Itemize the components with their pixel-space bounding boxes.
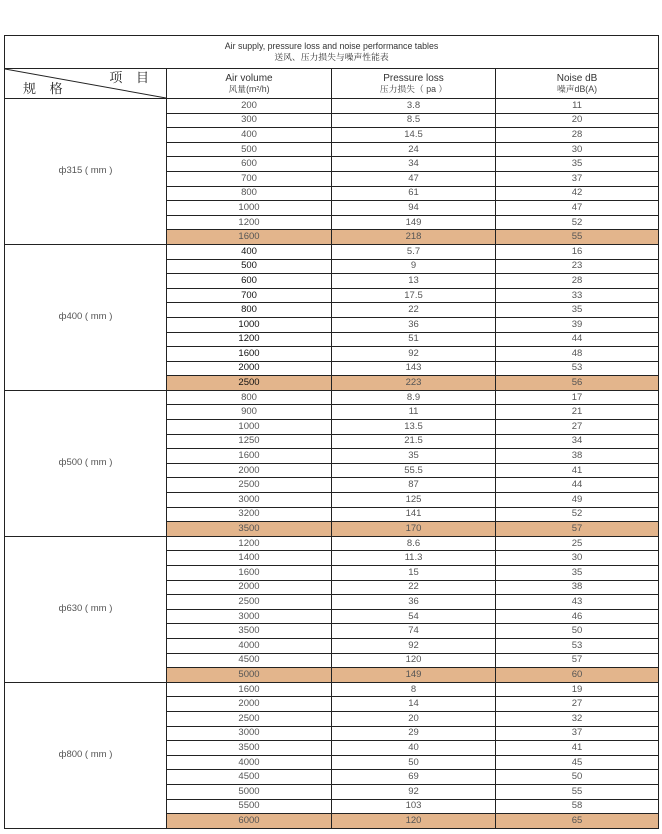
air-volume-cell: 800 <box>167 390 332 405</box>
noise-cell: 46 <box>496 609 659 624</box>
air-volume-cell: 1600 <box>167 566 332 581</box>
pressure-loss-cell: 3.8 <box>332 99 496 114</box>
noise-cell: 35 <box>496 566 659 581</box>
spec-cell: ф315 ( mm ) <box>5 99 167 245</box>
header-row <box>5 69 659 99</box>
air-volume-cell: 5000 <box>167 784 332 799</box>
pressure-loss-cell: 74 <box>332 624 496 639</box>
table-title <box>5 36 659 69</box>
pressure-loss-header <box>332 69 496 99</box>
pressure-loss-cell: 50 <box>332 755 496 770</box>
pressure-loss-cell: 143 <box>332 361 496 376</box>
noise-cell: 50 <box>496 624 659 639</box>
pressure-loss-cell: 120 <box>332 653 496 668</box>
pressure-loss-cell: 34 <box>332 157 496 172</box>
pressure-loss-cell: 69 <box>332 770 496 785</box>
air-volume-header-en: Air volume <box>225 72 273 84</box>
air-volume-cell: 3000 <box>167 726 332 741</box>
pressure-loss-cell: 14 <box>332 697 496 712</box>
noise-cell: 21 <box>496 405 659 420</box>
noise-cell: 35 <box>496 303 659 318</box>
pressure-loss-cell: 17.5 <box>332 288 496 303</box>
air-volume-cell: 700 <box>167 171 332 186</box>
performance-table <box>4 35 659 829</box>
diagonal-header-cell <box>5 69 167 99</box>
noise-header-en: Noise dB <box>556 72 598 84</box>
pressure-loss-header-cn: 压力损失（ pa ） <box>379 83 448 94</box>
air-volume-cell: 3200 <box>167 507 332 522</box>
air-volume-cell: 3500 <box>167 741 332 756</box>
air-volume-cell: 5000 <box>167 668 332 683</box>
noise-cell: 44 <box>496 478 659 493</box>
air-volume-cell: 1250 <box>167 434 332 449</box>
pressure-loss-cell: 11.3 <box>332 551 496 566</box>
pressure-loss-cell: 36 <box>332 317 496 332</box>
pressure-loss-cell: 8.6 <box>332 536 496 551</box>
spec-cell: ф800 ( mm ) <box>5 682 167 828</box>
noise-cell: 32 <box>496 711 659 726</box>
air-volume-header-cn: 风量(m²/h) <box>228 83 270 94</box>
pressure-loss-cell: 87 <box>332 478 496 493</box>
noise-cell: 41 <box>496 741 659 756</box>
pressure-loss-cell: 51 <box>332 332 496 347</box>
pressure-loss-cell: 141 <box>332 507 496 522</box>
air-volume-cell: 2000 <box>167 580 332 595</box>
noise-cell: 48 <box>496 347 659 362</box>
pressure-loss-cell: 8.9 <box>332 390 496 405</box>
noise-header <box>496 69 659 99</box>
air-volume-cell: 2500 <box>167 478 332 493</box>
air-volume-cell: 800 <box>167 303 332 318</box>
noise-cell: 52 <box>496 215 659 230</box>
air-volume-cell: 600 <box>167 157 332 172</box>
noise-cell: 57 <box>496 522 659 537</box>
pressure-loss-cell: 5.7 <box>332 244 496 259</box>
noise-cell: 52 <box>496 507 659 522</box>
air-volume-cell: 2000 <box>167 463 332 478</box>
air-volume-cell: 2000 <box>167 697 332 712</box>
pressure-loss-cell: 54 <box>332 609 496 624</box>
air-volume-cell: 3000 <box>167 609 332 624</box>
noise-cell: 43 <box>496 595 659 610</box>
noise-cell: 30 <box>496 142 659 157</box>
noise-cell: 45 <box>496 755 659 770</box>
pressure-loss-cell: 14.5 <box>332 128 496 143</box>
noise-cell: 27 <box>496 420 659 435</box>
air-volume-cell: 900 <box>167 405 332 420</box>
air-volume-cell: 1200 <box>167 536 332 551</box>
air-volume-cell: 3000 <box>167 493 332 508</box>
noise-cell: 28 <box>496 128 659 143</box>
noise-cell: 27 <box>496 697 659 712</box>
air-volume-cell: 1600 <box>167 449 332 464</box>
spec-label: 规 格 <box>23 81 68 96</box>
item-label: 项 目 <box>109 70 154 85</box>
air-volume-cell: 1600 <box>167 230 332 245</box>
air-volume-cell: 1600 <box>167 682 332 697</box>
air-volume-cell: 500 <box>167 142 332 157</box>
pressure-loss-cell: 35 <box>332 449 496 464</box>
pressure-loss-cell: 9 <box>332 259 496 274</box>
noise-cell: 65 <box>496 814 659 829</box>
pressure-loss-cell: 8.5 <box>332 113 496 128</box>
pressure-loss-cell: 103 <box>332 799 496 814</box>
air-volume-cell: 800 <box>167 186 332 201</box>
noise-cell: 35 <box>496 157 659 172</box>
pressure-loss-cell: 11 <box>332 405 496 420</box>
noise-cell: 58 <box>496 799 659 814</box>
pressure-loss-cell: 92 <box>332 347 496 362</box>
air-volume-cell: 700 <box>167 288 332 303</box>
air-volume-cell: 500 <box>167 259 332 274</box>
noise-cell: 38 <box>496 580 659 595</box>
noise-cell: 20 <box>496 113 659 128</box>
noise-cell: 33 <box>496 288 659 303</box>
air-volume-cell: 4000 <box>167 638 332 653</box>
air-volume-cell: 1200 <box>167 215 332 230</box>
pressure-loss-cell: 8 <box>332 682 496 697</box>
air-volume-cell: 300 <box>167 113 332 128</box>
noise-cell: 37 <box>496 726 659 741</box>
noise-cell: 37 <box>496 171 659 186</box>
air-volume-cell: 400 <box>167 244 332 259</box>
noise-cell: 50 <box>496 770 659 785</box>
pressure-loss-cell: 29 <box>332 726 496 741</box>
air-volume-cell: 4000 <box>167 755 332 770</box>
pressure-loss-cell: 61 <box>332 186 496 201</box>
air-volume-header <box>167 69 332 99</box>
air-volume-cell: 5500 <box>167 799 332 814</box>
pressure-loss-cell: 223 <box>332 376 496 391</box>
table-row <box>5 244 659 259</box>
spec-cell: ф400 ( mm ) <box>5 244 167 390</box>
pressure-loss-cell: 120 <box>332 814 496 829</box>
noise-header-cn: 噪声dB(A) <box>556 83 598 94</box>
noise-cell: 53 <box>496 361 659 376</box>
noise-cell: 17 <box>496 390 659 405</box>
pressure-loss-cell: 94 <box>332 201 496 216</box>
air-volume-cell: 3500 <box>167 522 332 537</box>
pressure-loss-cell: 40 <box>332 741 496 756</box>
noise-cell: 42 <box>496 186 659 201</box>
table-row <box>5 99 659 114</box>
table-title-cn: 送风、压力损失与噪声性能表 <box>274 52 389 62</box>
table-row <box>5 390 659 405</box>
noise-cell: 53 <box>496 638 659 653</box>
air-volume-cell: 600 <box>167 274 332 289</box>
noise-cell: 38 <box>496 449 659 464</box>
pressure-loss-cell: 15 <box>332 566 496 581</box>
air-volume-cell: 400 <box>167 128 332 143</box>
table-title-en: Air supply, pressure loss and noise performance tables <box>224 41 439 51</box>
air-volume-cell: 2500 <box>167 711 332 726</box>
noise-cell: 39 <box>496 317 659 332</box>
spec-cell: ф630 ( mm ) <box>5 536 167 682</box>
air-volume-cell: 2500 <box>167 595 332 610</box>
pressure-loss-header-en: Pressure loss <box>383 72 444 84</box>
air-volume-cell: 2500 <box>167 376 332 391</box>
air-volume-cell: 1600 <box>167 347 332 362</box>
noise-cell: 55 <box>496 230 659 245</box>
air-volume-cell: 1000 <box>167 201 332 216</box>
air-volume-cell: 1200 <box>167 332 332 347</box>
pressure-loss-cell: 149 <box>332 668 496 683</box>
pressure-loss-cell: 92 <box>332 638 496 653</box>
air-volume-cell: 1000 <box>167 317 332 332</box>
noise-cell: 56 <box>496 376 659 391</box>
noise-cell: 23 <box>496 259 659 274</box>
air-volume-cell: 2000 <box>167 361 332 376</box>
pressure-loss-cell: 125 <box>332 493 496 508</box>
noise-cell: 60 <box>496 668 659 683</box>
air-volume-cell: 200 <box>167 99 332 114</box>
table-row <box>5 682 659 697</box>
air-volume-cell: 1400 <box>167 551 332 566</box>
air-volume-cell: 3500 <box>167 624 332 639</box>
pressure-loss-cell: 218 <box>332 230 496 245</box>
pressure-loss-cell: 13 <box>332 274 496 289</box>
noise-cell: 25 <box>496 536 659 551</box>
noise-cell: 16 <box>496 244 659 259</box>
noise-cell: 47 <box>496 201 659 216</box>
noise-cell: 19 <box>496 682 659 697</box>
pressure-loss-cell: 24 <box>332 142 496 157</box>
pressure-loss-cell: 55.5 <box>332 463 496 478</box>
pressure-loss-cell: 170 <box>332 522 496 537</box>
pressure-loss-cell: 20 <box>332 711 496 726</box>
noise-cell: 49 <box>496 493 659 508</box>
noise-cell: 11 <box>496 99 659 114</box>
pressure-loss-cell: 92 <box>332 784 496 799</box>
pressure-loss-cell: 21.5 <box>332 434 496 449</box>
air-volume-cell: 4500 <box>167 770 332 785</box>
air-volume-cell: 1000 <box>167 420 332 435</box>
table-row <box>5 536 659 551</box>
noise-cell: 30 <box>496 551 659 566</box>
noise-cell: 55 <box>496 784 659 799</box>
air-volume-cell: 6000 <box>167 814 332 829</box>
pressure-loss-cell: 36 <box>332 595 496 610</box>
noise-cell: 44 <box>496 332 659 347</box>
pressure-loss-cell: 22 <box>332 303 496 318</box>
pressure-loss-cell: 149 <box>332 215 496 230</box>
spec-cell: ф500 ( mm ) <box>5 390 167 536</box>
air-volume-cell: 4500 <box>167 653 332 668</box>
pressure-loss-cell: 13.5 <box>332 420 496 435</box>
noise-cell: 34 <box>496 434 659 449</box>
noise-cell: 57 <box>496 653 659 668</box>
noise-cell: 41 <box>496 463 659 478</box>
pressure-loss-cell: 47 <box>332 171 496 186</box>
pressure-loss-cell: 22 <box>332 580 496 595</box>
noise-cell: 28 <box>496 274 659 289</box>
